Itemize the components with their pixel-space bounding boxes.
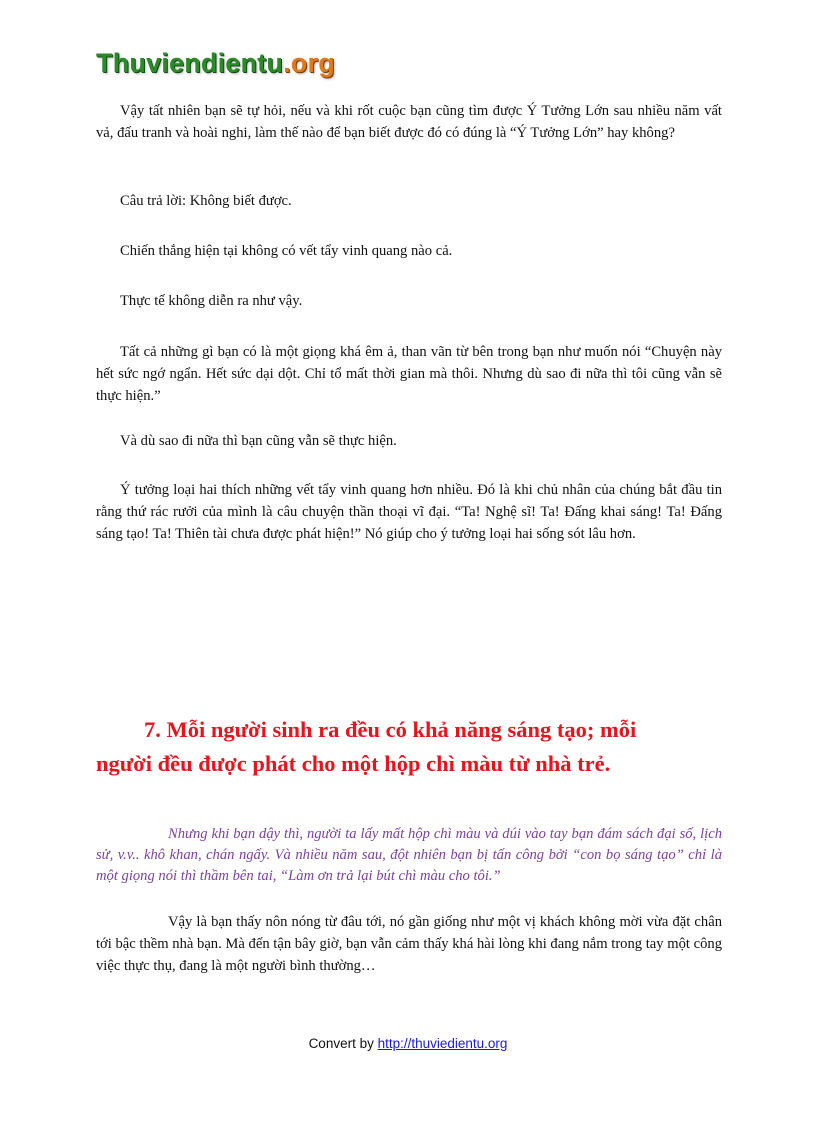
footer-prefix: Convert by: [308, 1036, 378, 1051]
site-logo: [96, 48, 335, 79]
paragraph-6: Và dù sao đi nữa thì bạn cũng vẫn sẽ thực hiện.: [120, 433, 397, 449]
logo-suffix-text: .org: [283, 48, 335, 78]
section-heading: [96, 713, 736, 781]
paragraph-4: Thực tế không diễn ra như vậy.: [120, 293, 303, 309]
footer-link[interactable]: http://thuviedientu.org: [377, 1036, 508, 1051]
section-quote: Nhưng khi bạn dậy thì, người ta lấy mất hộp chì màu và dúi vào tay bạn đám sách đại số, lịch sử, v.v.. khô khan, chán ngấy. Và nhiều năm sau, đột nhiên bạn bị tấn công bởi “con bọ sáng tạo” chỉ là một giọng nói thì thầm bên tai, “Làm ơn trả lại bút chì màu cho tôi.”: [96, 826, 722, 884]
logo-main-text: Thuviendientu: [96, 48, 284, 78]
paragraph-5: Tất cả những gì bạn có là một giọng khá êm ả, than vãn từ bên trong bạn như muốn nói “Chuyện này hết sức ngớ ngẩn. Hết sức dại dột. Chỉ tổ mất thời gian mà thôi. Nhưng dù sao đi nữa thì tôi cũng vẫn sẽ thực hiện.”: [96, 344, 722, 404]
paragraph-7: Ý tưởng loại hai thích những vết tẩy vinh quang hơn nhiều. Đó là khi chủ nhân của chúng bắt đầu tin rằng thứ rác rưởi của mình là câu chuyện thần thoại vĩ đại. “Ta! Nghệ sĩ! Ta! Đấng khai sáng! Ta! Đấng sáng tạo! Ta! Thiên tài chưa được phát hiện!” Nó giúp cho ý tưởng loại hai sống sót lâu hơn.: [96, 482, 722, 542]
paragraph-3: Chiến thắng hiện tại không có vết tẩy vinh quang nào cả.: [120, 243, 453, 259]
section-body: Vậy là bạn thấy nôn nóng từ đâu tới, nó gần giống như một vị khách không mời vừa đặt chân tới bậc thềm nhà bạn. Mà đến tận bây giờ, bạn vẫn cảm thấy khá hài lòng khi đang nắm trong tay một công việc thực thụ, đang là một người bình thường…: [96, 914, 722, 974]
paragraph-2: Câu trả lời: Không biết được.: [120, 193, 292, 209]
footer: [0, 1036, 816, 1051]
section-heading-line-1: 7. Mỗi người sinh ra đều có khả năng sáng tạo; mỗi: [144, 717, 637, 742]
section-heading-line-2: người đều được phát cho một hộp chì màu từ nhà trẻ.: [96, 751, 611, 776]
paragraph-1: Vậy tất nhiên bạn sẽ tự hỏi, nếu và khi rốt cuộc bạn cũng tìm được Ý Tưởng Lớn sau nhiều năm vất vả, đấu tranh và hoài nghi, làm thế nào để bạn biết được đó có đúng là “Ý Tưởng Lớn” hay không?: [96, 103, 722, 141]
